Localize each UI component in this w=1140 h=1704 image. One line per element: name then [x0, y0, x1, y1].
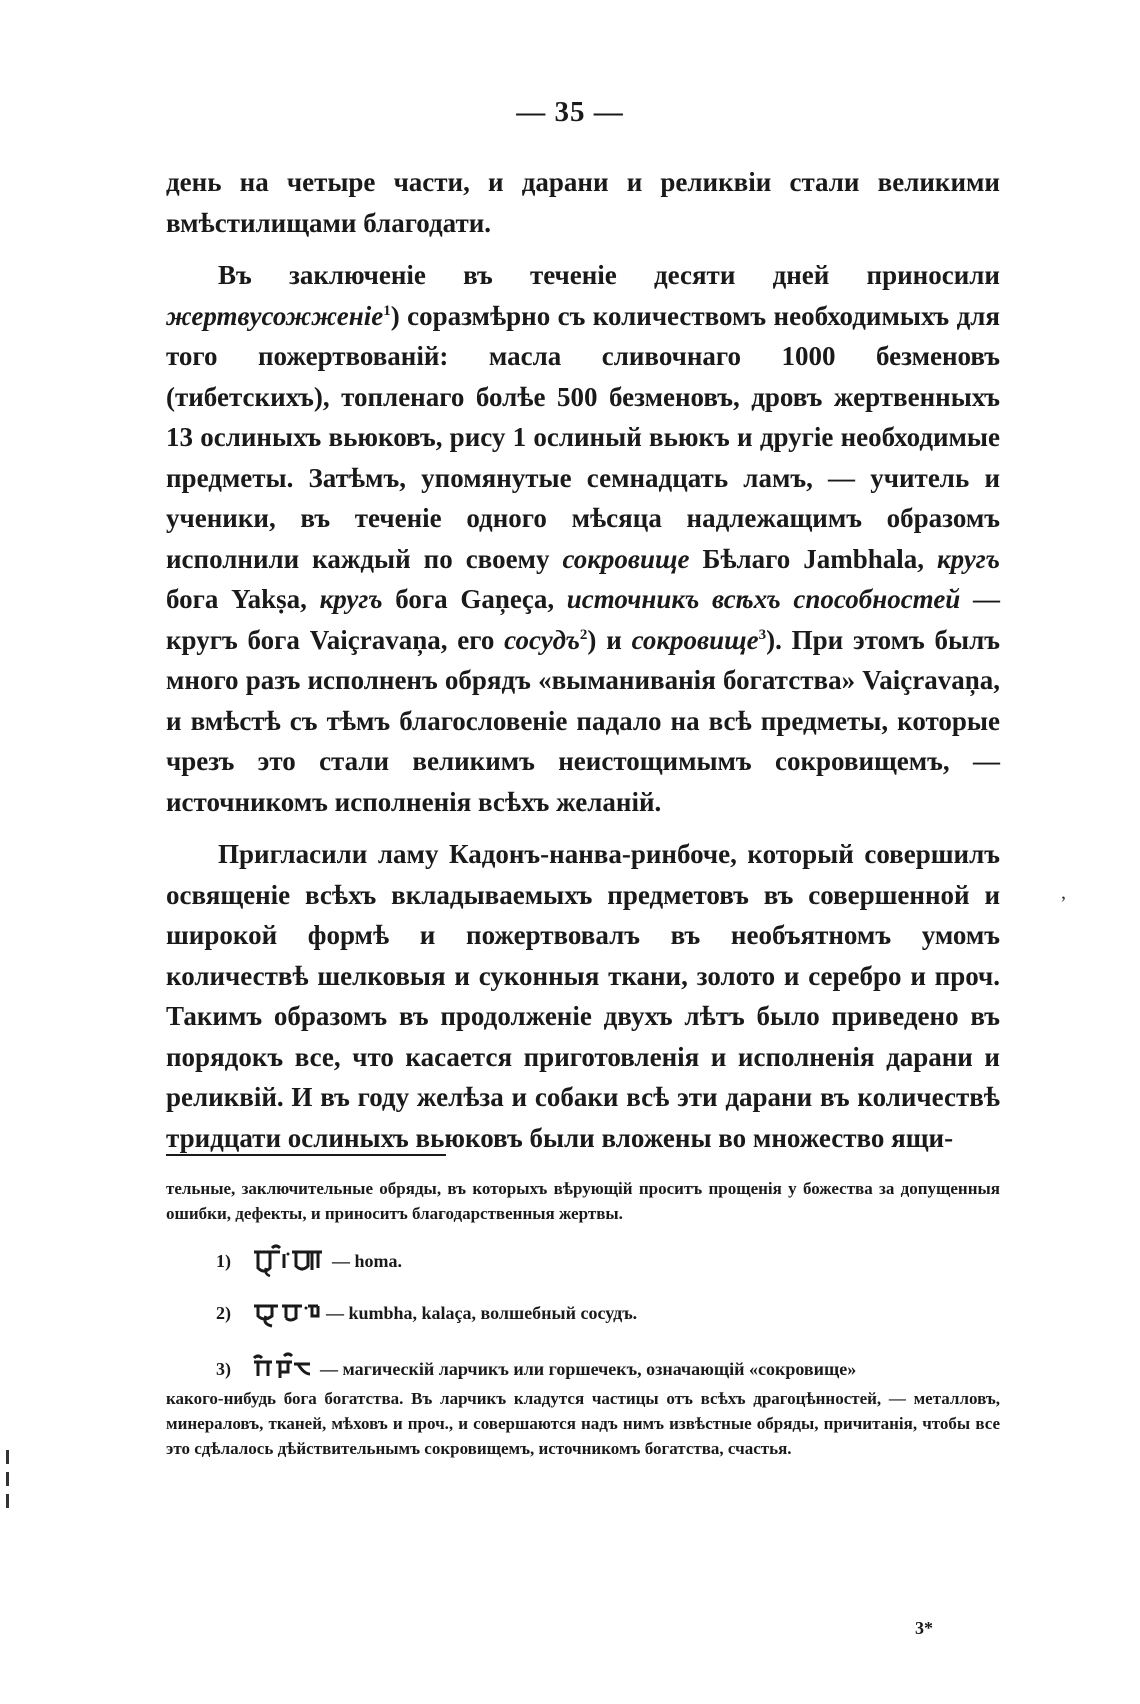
tibetan-script-homa — [250, 1244, 326, 1278]
italic-term: кругъ — [936, 543, 1000, 574]
italic-term: сокровище — [562, 543, 690, 574]
tibetan-script-gter — [250, 1352, 314, 1386]
text-run: ) и — [587, 624, 632, 655]
text-run: ) соразмѣрно съ количествомъ необходимыхъ для того пожертвованій: масла сливочнаго 1000 безменовъ (тибетскихъ), топленаго болѣе 500 безменовъ, дровъ жертвенныхъ 13 ослиныхъ вьюковъ, рису 1 ослиный вьюкъ и другіе необходимые предметы. Затѣмъ, упомянутые семнадцать ламъ, — учитель и ученики, въ теченіе одного мѣсяца надлежащимъ образомъ исполнили каждый по своему — [166, 300, 1000, 574]
italic-term: сосудъ — [504, 624, 580, 655]
footnote-number: 1) — [216, 1250, 231, 1271]
footnote-number: 2) — [216, 1302, 231, 1323]
italic-term: кругъ — [319, 584, 383, 614]
text-run: бога Gaņeça, — [382, 584, 567, 614]
paragraph-3 — [166, 834, 1000, 1158]
paragraph-2 — [166, 255, 1000, 822]
margin-ink-marks — [6, 1450, 10, 1530]
footnotes — [166, 1176, 1000, 1461]
footnote-ref: 1 — [383, 302, 391, 319]
footnote-number: 3) — [216, 1358, 231, 1379]
footnote-text: — kumbha, kalaça, волшебный сосудъ. — [326, 1302, 638, 1323]
text-run: — кругъ бога Vaiçravaņa, его — [166, 584, 1001, 655]
footnote-divider — [166, 1154, 446, 1156]
footnote-ref: 3 — [758, 626, 767, 643]
footnote-ref: 2 — [579, 626, 588, 643]
text-run: ). При этомъ былъ много разъ исполненъ обрядъ «выманиванія богатства» Vaiçravaņa, и вмѣстѣ съ тѣмъ благословеніе падало на всѣ предметы, которые чрезъ это стали великимъ неистощимымъ сокровищемъ, — источникомъ исполненія всѣхъ желаній. — [166, 624, 1000, 817]
footnote-text: — homa. — [332, 1250, 403, 1271]
footnote-continuation: какого-нибудь бога богатства. Въ ларчикъ кладутся частицы отъ всѣхъ драгоцѣнностей, — металловъ, минераловъ, тканей, мѣховъ и проч., и совершаются надъ нимъ извѣстные обряды, причитанія, чтобы все это сдѣлалось дѣйствительнымъ сокровищемъ, источникомъ богатства, счастья. — [166, 1389, 1000, 1458]
footnote-1 — [166, 1244, 1000, 1278]
footnote-3 — [166, 1352, 1000, 1386]
signature-mark: 3* — [915, 1618, 933, 1638]
paragraph-1 — [166, 162, 1000, 243]
page-number: — 35 — — [516, 96, 624, 128]
italic-term: источникъ всѣхъ способностей — [566, 584, 961, 614]
text-run: бога Yakṣa, — [166, 584, 320, 614]
main-text — [166, 162, 1000, 1158]
margin-stray-mark: ʼ — [1060, 893, 1067, 915]
footnote-text: — магическій ларчикъ или горшечекъ, означающій «сокровище» — [320, 1358, 857, 1379]
tibetan-script-bumpa — [250, 1296, 320, 1330]
footnote-2 — [166, 1296, 1000, 1330]
text-run: Въ заключеніе въ теченіе десяти дней приносили — [218, 260, 1000, 290]
text-run: Пригласили ламу Кадонъ-нанва-ринбоче, который совершилъ освященіе всѣхъ вкладываемыхъ предметовъ въ совершенной и широкой формѣ и пожертвовалъ въ необъятномъ умомъ количествѣ шелковыя и суконныя ткани, золото и серебро и проч. Такимъ образомъ въ продолженіе двухъ лѣтъ было приведено въ порядокъ все, что касается приготовленія и исполненія дарани и реликвій. И въ году желѣза и собаки всѣ эти дарани въ количествѣ тридцати ослиныхъ вьюковъ были вложены во множество ящи- — [166, 839, 1000, 1153]
text-run: Бѣлаго Jambhala, — [689, 543, 937, 574]
italic-term: сокровище — [631, 624, 759, 655]
footnote-carryover: тельные, заключительные обряды, въ которыхъ вѣрующій проситъ прощенія у божества за допущенныя ошибки, дефекты, и приноситъ благодарственныя жертвы. — [166, 1179, 1000, 1223]
italic-term: жертвусожженіе — [166, 300, 384, 331]
text-run: день на четыре части, и дарани и реликвіи стали великими вмѣстилищами благодати. — [166, 167, 1000, 238]
